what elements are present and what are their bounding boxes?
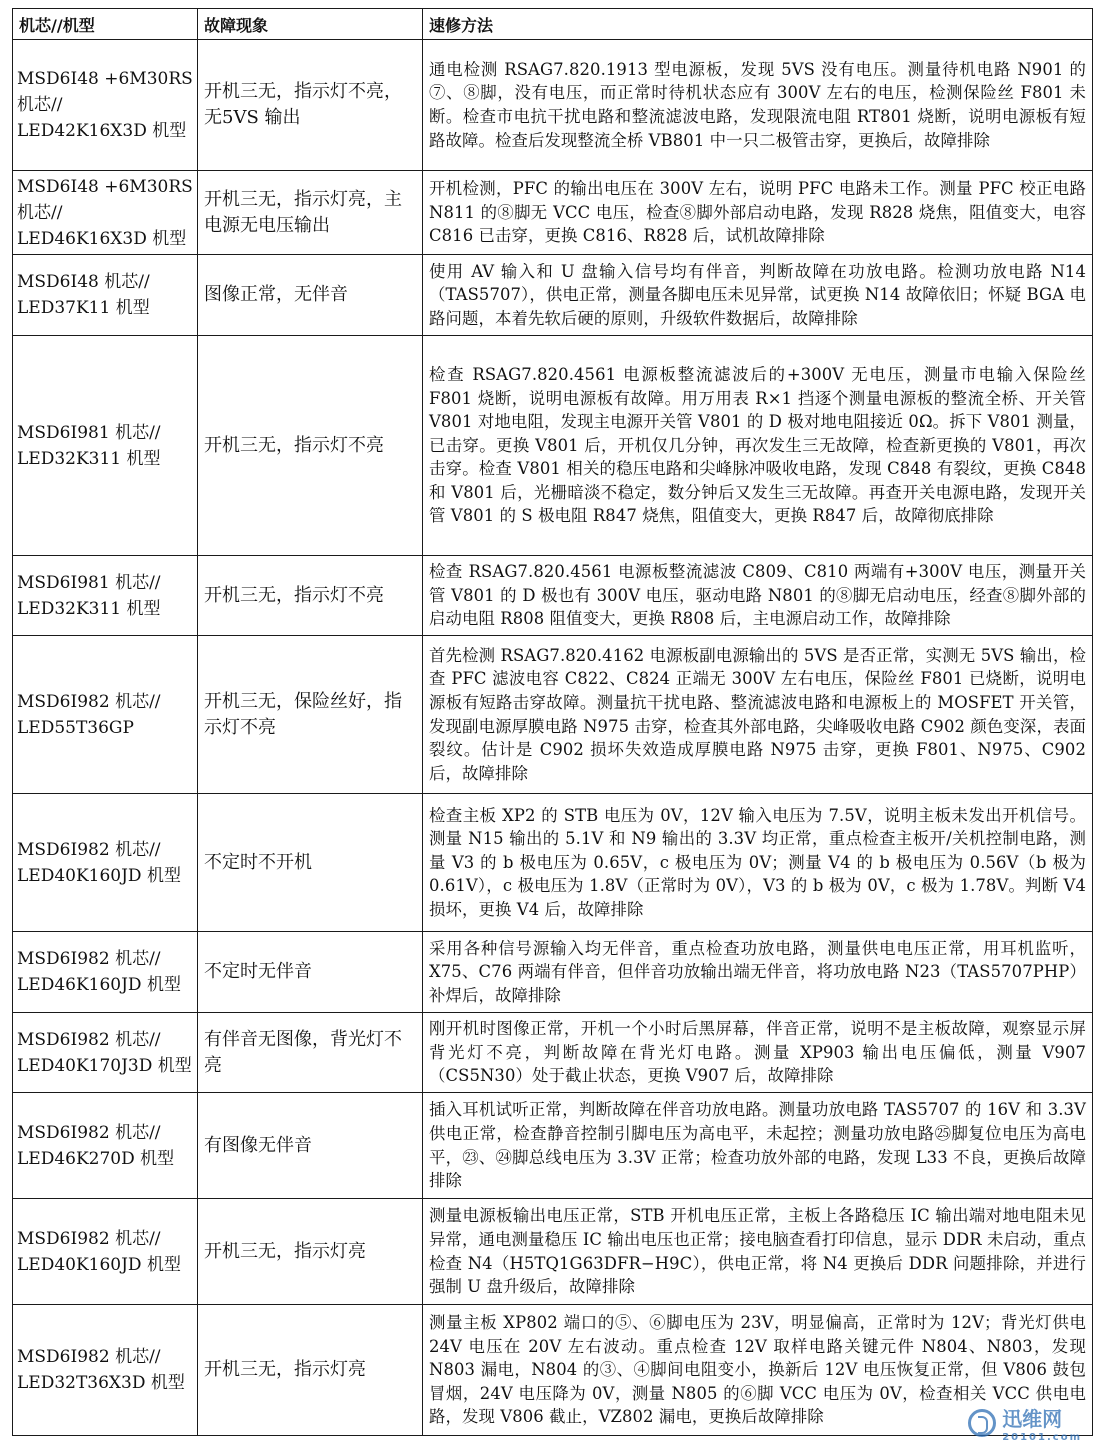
model-line: MSD6I981 机芯// <box>17 572 161 593</box>
cell-model <box>13 1093 198 1199</box>
model-line: MSD6I982 机芯// <box>17 839 161 860</box>
model-line: LED32K311 机型 <box>17 598 161 619</box>
cell-model <box>13 556 198 636</box>
cell-fault: 不定时无伴音 <box>198 932 423 1013</box>
cell-model <box>13 171 198 255</box>
table-row <box>13 171 1093 255</box>
header-model: 机芯//机型 <box>13 9 198 40</box>
model-line: LED32T36X3D 机型 <box>17 1373 185 1393</box>
cell-fault: 开机三无，指示灯不亮 <box>198 556 423 636</box>
cell-fix: 开机检测，PFC 的输出电压在 300V 左右，说明 PFC 电路未工作。测量 PFC 校正电路 N811 的⑧脚无 VCC 电压，检查⑧脚外部启动电路，发现 R828 烧焦，阻值变大，电容 C816 已击穿，更换 C816、R828 后，试机故障排除 <box>423 171 1093 255</box>
table-row <box>13 40 1093 171</box>
model-line: MSD6I48 +6M30RS <box>17 176 193 197</box>
cell-fault: 开机三无，指示灯亮，主电源无电压输出 <box>198 171 423 255</box>
header-fault: 故障现象 <box>198 9 423 40</box>
model-line: LED55T36GP <box>17 717 134 738</box>
model-line: MSD6I982 机芯// <box>17 691 161 712</box>
model-line: LED40K170J3D 机型 <box>17 1055 192 1076</box>
cell-fix: 采用各种信号源输入均无伴音，重点检查功放电路，测量供电电压正常，用耳机监听，X75、C76 两端有伴音，但伴音功放输出端无伴音，将功放电路 N23（TAS5707PHP）补焊后，故障排除 <box>423 932 1093 1013</box>
cell-model <box>13 1013 198 1093</box>
model-line: MSD6I48 机芯// <box>17 272 150 292</box>
table-header-row <box>13 9 1093 40</box>
table-row <box>13 556 1093 636</box>
model-line: LED37K11 机型 <box>17 298 150 318</box>
cell-fix: 使用 AV 输入和 U 盘输入信号均有伴音，判断故障在功放电路。检测功放电路 N14（TAS5707），供电正常，测量各脚电压未见异常，试更换 N14 故障依旧；怀疑 BGA 电路问题，本着先软后硬的原则，升级软件数据后，故障排除 <box>423 255 1093 336</box>
cell-model <box>13 794 198 932</box>
model-line: MSD6I982 机芯// <box>17 1228 161 1249</box>
model-line: LED32K311 机型 <box>17 448 161 469</box>
model-line: LED40K160JD 机型 <box>17 1254 181 1275</box>
cell-fault: 不定时不开机 <box>198 794 423 932</box>
table-row <box>13 1199 1093 1305</box>
cell-fix: 检查 RSAG7.820.4561 电源板整流滤波 C809、C810 两端有+300V 电压，测量开关管 V801 的 D 极也有 300V 电压，驱动电路 N801 的⑧脚无启动电压，经查⑧脚外部的启动电阻 R808 阻值变大，更换 R808 后，主电源启动工作，故障排除 <box>423 556 1093 636</box>
model-line: 机芯// <box>17 202 63 223</box>
model-line: LED46K16X3D 机型 <box>17 228 187 249</box>
site-logo-icon <box>968 1409 996 1437</box>
table-row <box>13 336 1093 556</box>
cell-fix: 首先检测 RSAG7.820.4162 电源板副电源输出的 5VS 是否正常，实测无 5VS 输出，检查 PFC 滤波电容 C822、C824 正端无 300V 左右电压，保险丝 F801 已烧断，说明电源板有短路击穿故障。测量抗干扰电路、整流滤波电路和电源板上的 MOSFET 开关管，发现副电源厚膜电路 N975 击穿，检查其外部电路，尖峰吸收电路 C902 颜色变深，表面裂纹。估计是 C902 损坏失效造成厚膜电路 N975 击穿，更换 F801、N975、C902 后，故障排除 <box>423 636 1093 794</box>
model-line: MSD6I982 机芯// <box>17 1029 161 1050</box>
repair-table <box>12 8 1093 1436</box>
watermark-text: 迅维网 <box>1002 1407 1063 1431</box>
cell-fix: 测量主板 XP802 端口的⑤、⑥脚电压为 23V，明显偏高，正常时为 12V；背光灯供电 24V 电压在 20V 左右波动。重点检查 12V 取样电路关键元件 N804、N803，发现 N803 漏电，N804 的③、④脚间电阻变小，换新后 12V 电压恢复正常，但 V806 鼓包冒烟，24V 电压降为 0V，测量 N805 的⑥脚 VCC 电压为 0V，检查相关 VCC 供电电路，发现 V806 截止，VZ802 漏电，更换后故障排除 <box>423 1305 1093 1436</box>
cell-fault: 开机三无，指示灯不亮 <box>198 336 423 556</box>
model-line: LED42K16X3D 机型 <box>17 121 187 141</box>
cell-fault: 开机三无，指示灯不亮，无5VS 输出 <box>198 40 423 171</box>
cell-model <box>13 1199 198 1305</box>
cell-model <box>13 636 198 794</box>
cell-fix: 检查主板 XP2 的 STB 电压为 0V，12V 输入电压为 7.5V，说明主板未发出开机信号。测量 N15 输出的 5.1V 和 N9 输出的 3.3V 均正常，重点检查主板开/关机控制电路，测量 V3 的 b 极电压为 0.65V，c 极电压为 0V；测量 V4 的 b 极电压为 0.56V（b 极为 0.61V），c 极电压为 1.8V（正常时为 0V），V3 的 b 极为 0V，c 极为 1.78V。判断 V4 损坏，更换 V4 后，故障排除 <box>423 794 1093 932</box>
cell-fault: 开机三无，指示灯亮 <box>198 1305 423 1436</box>
model-line: LED40K160JD 机型 <box>17 865 181 886</box>
cell-model <box>13 40 198 171</box>
model-line: 机芯// <box>17 95 63 115</box>
model-line: MSD6I982 机芯// <box>17 949 161 969</box>
cell-fix: 通电检测 RSAG7.820.1913 型电源板，发现 5VS 没有电压。测量待机电路 N901 的⑦、⑧脚，没有电压，而正常时待机状态应有 300V 左右的电压，检测保险丝 F801 未断。检查市电抗干扰电路和整流滤波电路，发现限流电阻 RT801 烧断，说明电源板有短路故障。检查后发现整流全桥 VB801 中一只二极管击穿，更换后，故障排除 <box>423 40 1093 171</box>
cell-fault: 图像正常，无伴音 <box>198 255 423 336</box>
repair-table-page <box>12 8 1092 1436</box>
table-row <box>13 1013 1093 1093</box>
cell-fault: 有伴音无图像，背光灯不亮 <box>198 1013 423 1093</box>
site-watermark <box>968 1403 1082 1443</box>
model-line: MSD6I982 机芯// <box>17 1347 161 1367</box>
cell-model <box>13 932 198 1013</box>
model-line: MSD6I981 机芯// <box>17 422 161 443</box>
table-row <box>13 932 1093 1013</box>
table-row <box>13 794 1093 932</box>
model-line: MSD6I48 +6M30RS <box>17 69 193 89</box>
model-line: LED46K270D 机型 <box>17 1148 175 1169</box>
cell-fault: 开机三无，指示灯亮 <box>198 1199 423 1305</box>
table-body <box>13 40 1093 1436</box>
model-line: MSD6I982 机芯// <box>17 1122 161 1143</box>
table-row <box>13 255 1093 336</box>
header-fix: 速修方法 <box>423 9 1093 40</box>
table-row <box>13 1093 1093 1199</box>
cell-fix: 测量电源板输出电压正常，STB 开机电压正常，主板上各路稳压 IC 输出端对地电阻未见异常，通电测量稳压 IC 输出电压也正常；接电脑查看打印信息，显示 DDR 未启动，重点检查 N4（H5TQ1G63DFR−H9C），供电正常，将 N4 更换后 DDR 问题排除，并进行强制 U 盘升级后，故障排除 <box>423 1199 1093 1305</box>
cell-fault: 开机三无，保险丝好，指示灯不亮 <box>198 636 423 794</box>
watermark-sub: 20101.com <box>1002 1432 1082 1443</box>
model-line: LED46K160JD 机型 <box>17 975 181 995</box>
cell-fix: 刚开机时图像正常，开机一个小时后黑屏幕，伴音正常，说明不是主板故障，观察显示屏背光灯不亮，判断故障在背光灯电路。测量 XP903 输出电压偏低，测量 V907（CS5N30）处于截止状态，更换 V907 后，故障排除 <box>423 1013 1093 1093</box>
table-row <box>13 1305 1093 1436</box>
cell-fault: 有图像无伴音 <box>198 1093 423 1199</box>
table-row <box>13 636 1093 794</box>
cell-fix: 检查 RSAG7.820.4561 电源板整流滤波后的+300V 无电压，测量市电输入保险丝 F801 烧断，说明电源板有故障。用万用表 R×1 挡逐个测量电源板的整流全桥、开关管 V801 对地电阻，发现主电源开关管 V801 的 D 极对地电阻接近 0Ω。拆下 V801 测量，已击穿。更换 V801 后，开机仅几分钟，再次发生三无故障，检查新更换的 V801，再次击穿。检查 V801 相关的稳压电路和尖峰脉冲吸收电路，发现 C848 有裂纹，更换 C848 和 V801 后，光栅暗淡不稳定，数分钟后又发生三无故障。再查开关电源电路，发现开关管 V801 的 S 极电阻 R847 烧焦，阻值变大，更换 R847 后，故障彻底排除 <box>423 336 1093 556</box>
cell-model <box>13 255 198 336</box>
cell-model <box>13 1305 198 1436</box>
cell-model <box>13 336 198 556</box>
cell-fix: 插入耳机试听正常，判断故障在伴音功放电路。测量功放电路 TAS5707 的 16V 和 3.3V 供电正常，检查静音控制引脚电压为高电平，未起控；测量功放电路㉕脚复位电压为高电平，㉓、㉔脚总线电压为 3.3V 正常；检查功放外部的电路，发现 L33 不良，更换后故障排除 <box>423 1093 1093 1199</box>
